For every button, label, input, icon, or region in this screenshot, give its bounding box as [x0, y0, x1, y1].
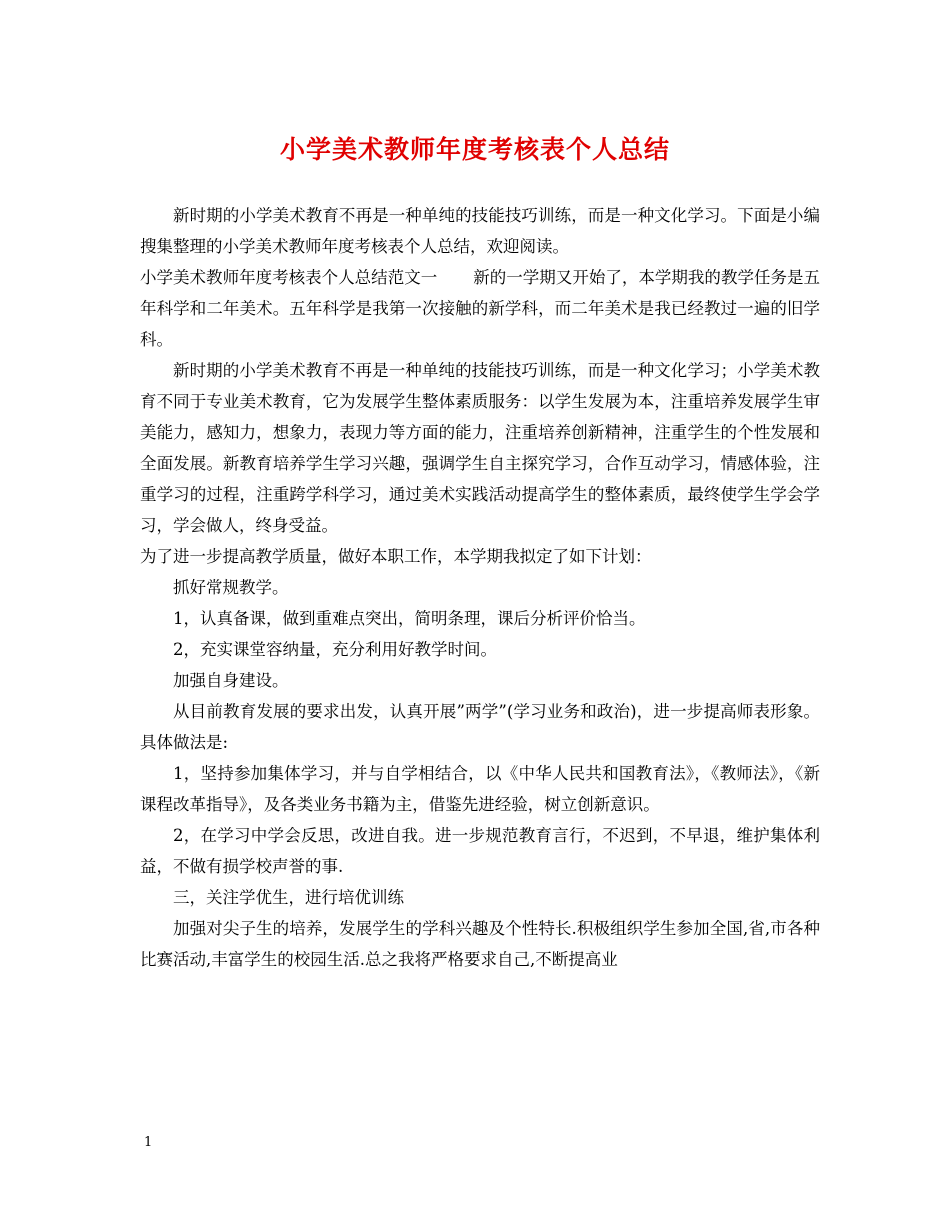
section-top-students: 三，关注学优生，进行培优训练: [173, 888, 404, 907]
self-development-item-1: 1，坚持参加集体学习，并与自学相结合，以《中华人民共和国教育法》，《教师法》，《新课程改革指导》，及各类业务书籍为主，借鉴先进经验，树立创新意识。: [140, 764, 820, 814]
section-routine-teaching: 抓好常规教学。: [173, 578, 289, 597]
sample-one-paragraph: [140, 262, 820, 355]
intro-paragraph: 新时期的小学美术教育不再是一种单纯的技能技巧训练，而是一种文化学习。下面是小编搜集整理的小学美术教师年度考核表个人总结，欢迎阅读。: [140, 206, 820, 256]
page-number: 1: [144, 1135, 153, 1150]
self-development-paragraph: 从目前教育发展的要求出发，认真开展”两学”(学习业务和政治)，进一步提高师表形象。具体做法是:: [140, 702, 820, 752]
sample-one-heading: 小学美术教师年度考核表个人总结范文一: [140, 268, 438, 287]
section-self-development: 加强自身建设。: [173, 671, 289, 690]
routine-item-1: 1，认真备课，做到重难点突出，简明条理，课后分析评价恰当。: [173, 609, 646, 628]
document-title: 小学美术教师年度考核表个人总结: [279, 135, 670, 164]
document-body: [140, 200, 820, 975]
plan-intro-paragraph: 为了进一步提高教学质量，做好本职工作，本学期我拟定了如下计划：: [140, 547, 652, 566]
routine-item-2: 2，充实课堂容纳量，充分利用好教学时间。: [173, 640, 497, 659]
sample-one-text: 新的一学期又开始了，本学期我的教学任务是五年科学和二年美术。五年科学是我第一次接触的新学科，而二年美术是我已经教过一遍的旧学科。: [140, 268, 821, 349]
education-paragraph: 新时期的小学美术教育不再是一种单纯的技能技巧训练，而是一种文化学习；小学美术教育不同于专业美术教育，它为发展学生整体素质服务：以学生发展为本，注重培养发展学生审美能力，感知力，想象力，表现力等方面的能力，注重培养创新精神，注重学生的个性发展和全面发展。新教育培养学生学习兴趣，强调学生自主探究学习，合作互动学习，情感体验，注重学习的过程，注重跨学科学习，通过美术实践活动提高学生的整体素质，最终使学生学会学习，学会做人，终身受益。: [140, 361, 820, 535]
top-students-paragraph: 加强对尖子生的培养，发展学生的学科兴趣及个性特长.积极组织学生参加全国,省,市各种比赛活动,丰富学生的校园生活.总之我将严格要求自己,不断提高业: [140, 919, 820, 969]
self-development-item-2: 2，在学习中学会反思，改进自我。进一步规范教育言行，不迟到，不早退，维护集体利益，不做有损学校声誉的事.: [140, 826, 820, 876]
